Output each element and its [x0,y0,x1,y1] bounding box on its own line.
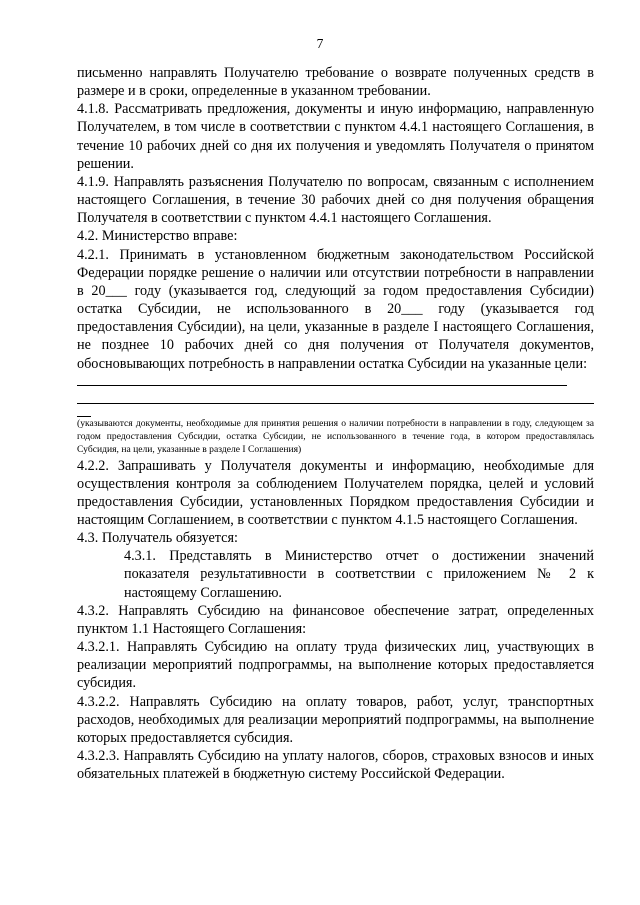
paragraph-4-2-2: 4.2.2. Запрашивать у Получателя документы и информацию, необходимые для осуществления контроля за соблюдением Получателем порядка, целей и условий предоставления Субсидии, установленных Порядком предоставления Субсидии и настоящим Соглашением, в соответствии с пунктом 4.1.5 настоящего Соглашения. [77,457,594,529]
paragraph-4-2-1: 4.2.1. Принимать в установленном бюджетным законодательством Российской Федерации порядке решение о наличии или отсутствии потребности в направлении в 20___ году (указывается год, следующий за годом предоставления Субсидии) остатка Субсидии, не использованного в 20___ году (указывается год предоставления Субсидии), на цели, указанные в разделе I настоящего Соглашения, не позднее 10 рабочих дней со дня получения от Получателя документов, обосновывающих потребность в направлении остатка Субсидии на указанные цели: [77,246,594,372]
paragraph-4-1-8: 4.1.8. Рассматривать предложения, документы и иную информацию, направленную Получателем, в том числе в соответствии с пунктом 4.4.1 настоящего Соглашения, в течение 10 рабочих дней со дня их получения и уведомлять Получателя о принятом решении. [77,101,594,172]
paragraph-4-3: 4.3. Получатель обязуется: [77,530,238,547]
paragraph-4-3-2-1: 4.3.2.1. Направлять Субсидию на оплату труда физических лиц, участвующих в реализации мероприятий подпрограммы, на выполнение которых предоставляется субсидия. [77,639,594,692]
paragraph-4-2: 4.2. Министерство вправе: [77,228,238,245]
document-body [77,64,594,783]
paragraph-4-3-2-2: 4.3.2.2. Направлять Субсидию на оплату товаров, работ, услуг, транспортных расходов, необходимых для реализации мероприятий подпрограммы, на выполнение которых предоставляется субсидия. [77,693,594,746]
paragraph-return-requirement: письменно направлять Получателю требование о возврате полученных средств в размере и в сроки, определенные в указанном требовании. [77,65,594,100]
fill-in-line [77,393,594,404]
fill-in-line [77,406,91,417]
paragraph-4-3-2-3: 4.3.2.3. Направлять Субсидию на уплату налогов, сборов, страховых взносов и иных обязательных платежей в бюджетную систему Российской Федерации. [77,748,594,783]
paragraph-4-3-2: 4.3.2. Направлять Субсидию на финансовое обеспечение затрат, определенных пунктом 1.1 Настоящего Соглашения: [77,602,594,637]
page-number: 7 [316,36,324,51]
fill-in-lines [77,375,594,417]
paragraph-4-3-1: 4.3.1. Представлять в Министерство отчет о достижении значений показателя результативности в соответствии с приложением № 2 к настоящему Соглашению. [124,548,594,601]
paragraph-4-1-9: 4.1.9. Направлять разъяснения Получателю по вопросам, связанным с исполнением настоящего Соглашения, в течение 30 рабочих дней со дня получения обращения Получателя в соответствии с пунктом 4.4.1 настоящего Соглашения. [77,173,594,227]
footnote-explanation: (указываются документы, необходимые для принятия решения о наличии потребности в направлении в году, следующем за годом предоставления Субсидии, остатка Субсидии, не использованного в течение года, в котором предоставлялась Субсидия, на цели, указанные в разделе I Соглашения) [77,417,594,456]
fill-in-line [77,375,567,386]
